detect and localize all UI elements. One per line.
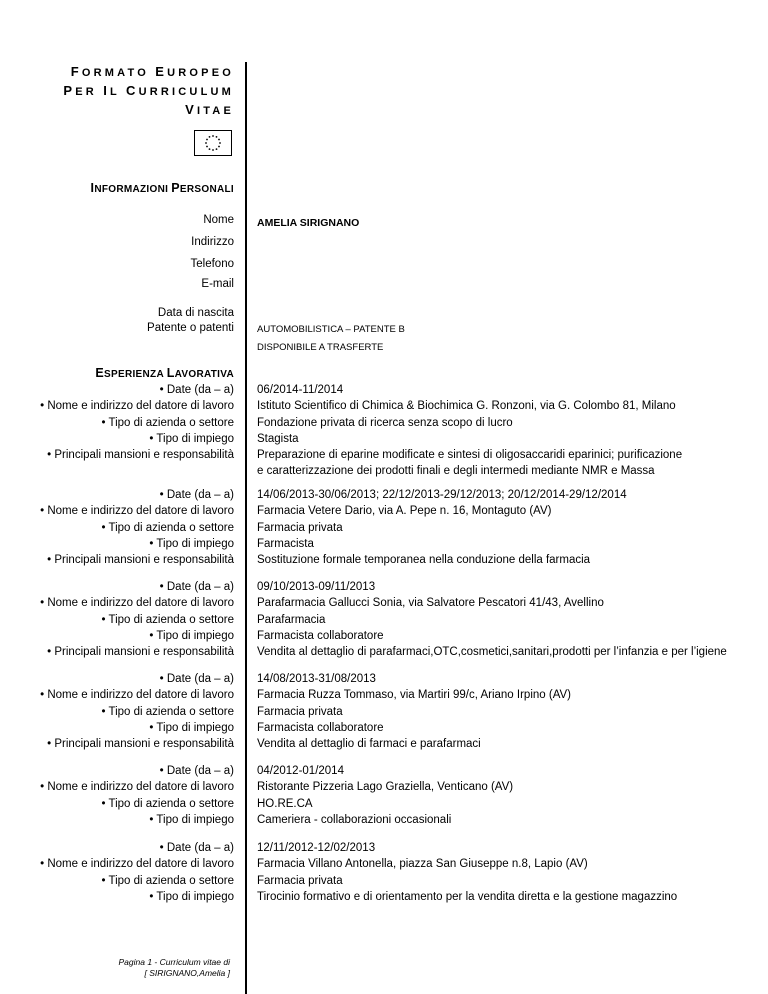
eu-flag-icon <box>194 130 232 156</box>
value-patente: AUTOMOBILISTICA – PATENTE B <box>257 324 405 335</box>
label-sector: • Tipo di azienda o settore <box>101 416 234 429</box>
section-experience: ESPERIENZA LAVORATIVA <box>95 366 234 380</box>
label-indirizzo: Indirizzo <box>191 236 234 248</box>
label-employer: • Nome e indirizzo del datore di lavoro <box>40 505 234 518</box>
title-line-1: FORMATO EUROPEO <box>70 64 234 79</box>
experience-entry-6 <box>257 840 677 905</box>
label-employer: • Nome e indirizzo del datore di lavoro <box>40 689 234 702</box>
entry-duties: Sostituzione formale temporanea nella conduzione della farmacia <box>257 554 591 567</box>
label-date: • Date (da – a) <box>159 489 234 501</box>
section-personal-info: INFORMAZIONI PERSONALI <box>90 181 234 195</box>
label-job: • Tipo di impiego <box>149 432 234 445</box>
entry-date: 04/2012-01/2014 <box>257 765 344 777</box>
experience-entry-2 <box>257 487 627 568</box>
label-sector: • Tipo di azienda o settore <box>101 874 234 887</box>
entry-duties: Vendita al dettaglio di parafarmaci,OTC,cosmetici,sanitari,prodotti per l’infanzia e per l’igiene <box>257 646 727 659</box>
cv-title <box>63 63 234 120</box>
title-line-2: PER IL CURRICULUM <box>63 83 234 98</box>
label-job: • Tipo di impiego <box>149 813 234 826</box>
experience-labels-6 <box>40 840 234 905</box>
footer-line-2: [ SIRIGNANO,Amelia ] <box>144 968 230 978</box>
label-duties: • Principali mansioni e responsabilità <box>47 738 234 751</box>
entry-employer: Istituto Scientifico di Chimica & Biochimica G. Ronzoni, via G. Colombo 81, Milano <box>257 400 676 413</box>
label-date: • Date (da – a) <box>159 581 234 593</box>
entry-employer: Farmacia Vetere Dario, via A. Pepe n. 16, Montaguto (AV) <box>257 505 552 518</box>
label-employer: • Nome e indirizzo del datore di lavoro <box>40 597 234 610</box>
experience-labels-4 <box>40 671 234 752</box>
label-duties: • Principali mansioni e responsabilità <box>47 554 234 567</box>
entry-job: Tirocinio formativo e di orientamento per la vendita diretta e la gestione magazzino <box>257 890 678 903</box>
experience-entry-4 <box>257 671 571 752</box>
footer-line-1: Pagina 1 - Curriculum vitae di <box>118 957 230 967</box>
value-trasferte: DISPONIBILE A TRASFERTE <box>257 342 384 353</box>
label-duties: • Principali mansioni e responsabilità <box>47 646 234 659</box>
label-date: • Date (da – a) <box>159 765 234 777</box>
label-data-nascita: Data di nascita <box>157 307 234 319</box>
entry-sector: Farmacia privata <box>257 705 343 718</box>
label-telefono: Telefono <box>190 258 234 270</box>
experience-entry-5 <box>257 763 513 828</box>
experience-entry-3 <box>257 579 727 660</box>
label-patente: Patente o patenti <box>147 322 234 334</box>
entry-job: Farmacista collaboratore <box>257 629 384 642</box>
label-employer: • Nome e indirizzo del datore di lavoro <box>40 858 234 871</box>
entry-sector: Farmacia privata <box>257 521 343 534</box>
entry-duties: Vendita al dettaglio di farmaci e parafarmaci <box>257 738 481 751</box>
label-job: • Tipo di impiego <box>149 629 234 642</box>
experience-labels-5 <box>40 763 234 828</box>
label-job: • Tipo di impiego <box>149 537 234 550</box>
entry-job: Cameriera - collaborazioni occasionali <box>257 813 452 826</box>
entry-employer: Farmacia Villano Antonella, piazza San Giuseppe n.8, Lapio (AV) <box>257 858 588 871</box>
entry-sector: HO.RE.CA <box>257 797 313 810</box>
label-date: • Date (da – a) <box>159 384 234 396</box>
entry-employer: Parafarmacia Gallucci Sonia, via Salvatore Pescatori 41/43, Avellino <box>257 597 604 610</box>
entry-date: 14/08/2013-31/08/2013 <box>257 673 376 685</box>
label-job: • Tipo di impiego <box>149 890 234 903</box>
entry-sector: Farmacia privata <box>257 874 343 887</box>
experience-labels-2 <box>40 487 234 568</box>
page-footer <box>119 957 231 979</box>
value-nome: AMELIA SIRIGNANO <box>257 217 360 229</box>
entry-date: 12/11/2012-12/02/2013 <box>257 842 376 854</box>
entry-job: Stagista <box>257 432 299 445</box>
label-sector: • Tipo di azienda o settore <box>101 705 234 718</box>
entry-date: 06/2014-11/2014 <box>257 384 344 396</box>
label-date: • Date (da – a) <box>159 842 234 854</box>
entry-sector: Parafarmacia <box>257 613 326 626</box>
label-employer: • Nome e indirizzo del datore di lavoro <box>40 400 234 413</box>
entry-employer: Farmacia Ruzza Tommaso, via Martiri 99/c, Ariano Irpino (AV) <box>257 689 572 702</box>
entry-duties: Preparazione di eparine modificate e sintesi di oligosaccaridi eparinici; purificazione e caratterizzazione dei prodotti finali e degli intermedi mediante NMR e Massa <box>257 449 683 478</box>
label-job: • Tipo di impiego <box>149 721 234 734</box>
label-email: E-mail <box>201 278 234 290</box>
entry-date: 14/06/2013-30/06/2013; 22/12/2013-29/12/2013; 20/12/2014-29/12/2014 <box>257 489 627 501</box>
experience-entry-1 <box>257 382 687 480</box>
label-sector: • Tipo di azienda o settore <box>101 797 234 810</box>
title-line-3: VITAE <box>185 102 234 117</box>
label-employer: • Nome e indirizzo del datore di lavoro <box>40 781 234 794</box>
label-duties: • Principali mansioni e responsabilità <box>47 449 234 462</box>
vertical-divider <box>245 62 247 994</box>
entry-job: Farmacista <box>257 537 314 550</box>
entry-employer: Ristorante Pizzeria Lago Graziella, Venticano (AV) <box>257 781 514 794</box>
experience-labels-1 <box>40 382 234 463</box>
label-sector: • Tipo di azienda o settore <box>101 613 234 626</box>
entry-sector: Fondazione privata di ricerca senza scopo di lucro <box>257 416 513 429</box>
label-nome: Nome <box>203 214 234 226</box>
entry-job: Farmacista collaboratore <box>257 721 384 734</box>
entry-date: 09/10/2013-09/11/2013 <box>257 581 376 593</box>
label-sector: • Tipo di azienda o settore <box>101 521 234 534</box>
label-date: • Date (da – a) <box>159 673 234 685</box>
experience-labels-3 <box>40 579 234 660</box>
